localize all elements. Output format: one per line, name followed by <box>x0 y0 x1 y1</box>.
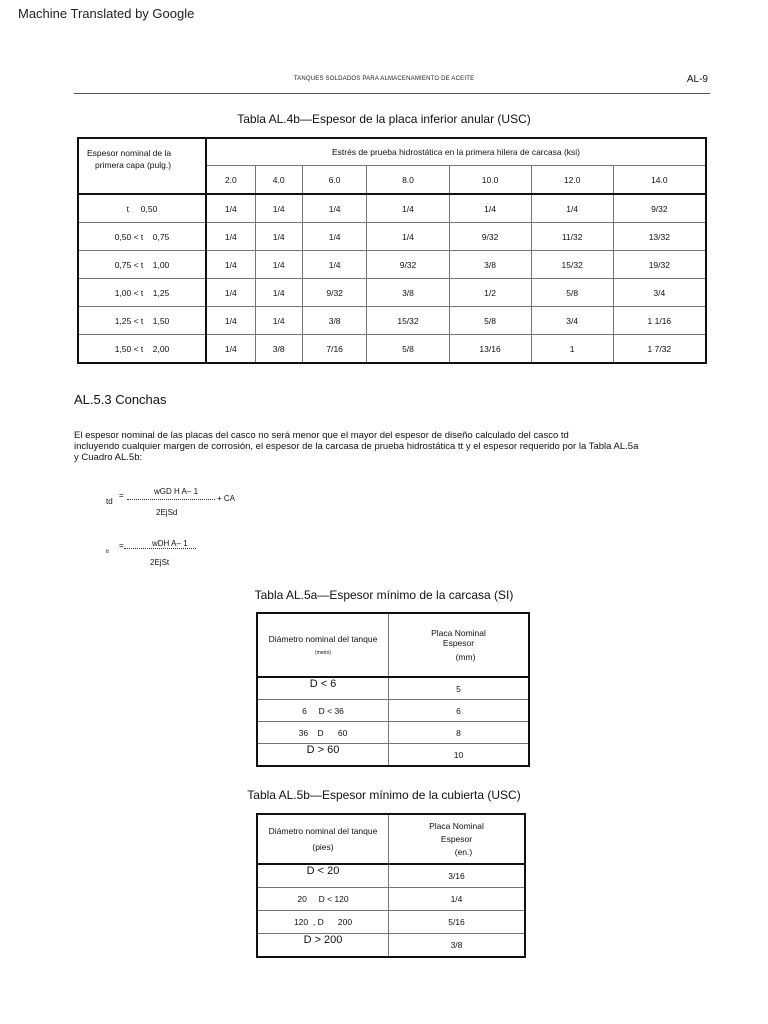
table-row <box>257 888 525 911</box>
thickness-cell: 5 <box>389 677 530 700</box>
formula-tt-equals: = <box>119 541 124 550</box>
thickness-cell: 10 <box>389 744 530 767</box>
table-row <box>257 744 529 767</box>
table-al4b-cell: 3/4 <box>531 307 613 335</box>
section-paragraph <box>74 430 714 463</box>
machine-translation-banner: Machine Translated by Google <box>18 6 195 21</box>
table-al4b-cell: 1/4 <box>255 307 302 335</box>
diameter-header-label: Diámetro nominal del tanque <box>268 634 378 644</box>
table-al5a-thickness-header <box>389 613 530 677</box>
diameter-cell: D > 200 <box>257 934 389 958</box>
diameter-cell: 120 , D 200 <box>257 911 389 934</box>
thickness-cell: 3/8 <box>389 934 526 958</box>
thickness-cell: 8 <box>389 722 530 744</box>
table-al4b-cell: 9/32 <box>613 194 706 223</box>
table-al4b-cell: 1 <box>531 335 613 364</box>
section-title: AL.5.3 Conchas <box>74 392 167 407</box>
table-al4b-cell: 5/8 <box>531 279 613 307</box>
page-number: AL-9 <box>686 74 708 85</box>
table-al4b-column-header: 8.0 <box>367 166 449 195</box>
table-al4b-cell: 3/8 <box>449 251 531 279</box>
thickness-cell: 3/16 <box>389 864 526 888</box>
formula-td-lhs: td <box>106 497 113 506</box>
table-al4b-corner-header <box>78 138 206 194</box>
table-al4b-cell: 1/2 <box>449 279 531 307</box>
diameter-header-label: Diámetro nominal del tanque <box>268 826 378 836</box>
table-al4b-column-header: 2.0 <box>206 166 255 195</box>
table-al4b-cell: 1/4 <box>255 251 302 279</box>
paragraph-line: incluyendo cualquier margen de corrosión, el espesor de la carcasa de prueba hidrostática tt y el espesor requerido por la Tabla AL.5a <box>74 441 639 452</box>
table-al4b-cell: 3/4 <box>613 279 706 307</box>
diameter-header-unit: (pies) <box>312 842 334 852</box>
table-al4b-column-header: 4.0 <box>255 166 302 195</box>
table-al4b-cell: 1/4 <box>206 307 255 335</box>
formula-td-numerator: wGD H A– 1 <box>154 487 199 496</box>
diameter-header-unit: (metro) <box>314 650 332 656</box>
table-al4b-cell: 1/4 <box>302 251 367 279</box>
thickness-cell: 6 <box>389 700 530 722</box>
table-row <box>78 307 706 335</box>
table-al5b <box>256 813 526 958</box>
table-al4b-column-header: 12.0 <box>531 166 613 195</box>
table-al4b-cell: 3/8 <box>255 335 302 364</box>
table-al5b-caption: Tabla AL.5b—Espesor mínimo de la cubierta (USC) <box>247 788 521 802</box>
table-al4b-cell: 1/4 <box>367 194 449 223</box>
table-al4b-cell: 1/4 <box>367 223 449 251</box>
thickness-header-line: Placa Nominal <box>429 821 484 831</box>
table-al4b-row-label: t 0,50 <box>78 194 206 223</box>
table-al4b-row-label: 1,00 < t 1,25 <box>78 279 206 307</box>
formula-tt-denominator: 2EjSt <box>150 558 170 567</box>
table-al4b-cell: 9/32 <box>302 279 367 307</box>
table-al4b-cell: 13/16 <box>449 335 531 364</box>
table-row <box>78 194 706 223</box>
table-al4b-cell: 13/32 <box>613 223 706 251</box>
formula-td-suffix: + CA <box>217 494 236 503</box>
table-al4b <box>77 137 707 364</box>
table-al4b-row-label: 1,50 < t 2,00 <box>78 335 206 364</box>
thickness-header-line: Placa Nominal <box>431 628 486 638</box>
table-al4b-cell: 5/8 <box>449 307 531 335</box>
table-row <box>257 722 529 744</box>
diameter-cell: D < 6 <box>257 677 389 700</box>
table-al4b-cell: 3/8 <box>367 279 449 307</box>
table-al4b-cell: 1/4 <box>206 223 255 251</box>
running-header-title: TANQUES SOLDADOS PARA ALMACENAMIENTO DE ACEITE <box>293 76 475 82</box>
table-al4b-column-header: 10.0 <box>449 166 531 195</box>
diameter-cell: 20 D < 120 <box>257 888 389 911</box>
table-al4b-column-header: 14.0 <box>613 166 706 195</box>
table-al5a-caption: Tabla AL.5a—Espesor mínimo de la carcasa (SI) <box>254 588 514 602</box>
formula-td-fraction-bar <box>127 499 215 500</box>
table-al5b-diameter-header <box>257 814 389 864</box>
diameter-cell: D > 60 <box>257 744 389 767</box>
table-al4b-cell: 1/4 <box>302 194 367 223</box>
table-al4b-cell: 3/8 <box>302 307 367 335</box>
corner-header-line-1: Espesor nominal de la <box>87 148 172 158</box>
table-al4b-cell: 1/4 <box>206 194 255 223</box>
table-al4b-cell: 1/4 <box>449 194 531 223</box>
formula-td-denominator: 2EjSd <box>156 508 178 517</box>
table-al4b-cell: 1/4 <box>302 223 367 251</box>
thickness-header-unit: (mm) <box>455 652 476 662</box>
thickness-header-unit: (en.) <box>454 847 473 857</box>
table-al4b-row-label: 0,50 < t 0,75 <box>78 223 206 251</box>
table-al4b-cell: 1/4 <box>206 279 255 307</box>
formula-tt-lhs: tt <box>106 549 109 555</box>
table-al4b-caption: Tabla AL.4b—Espesor de la placa inferior anular (USC) <box>237 112 531 126</box>
table-row <box>78 251 706 279</box>
thickness-cell: 1/4 <box>389 888 526 911</box>
table-al4b-cell: 5/8 <box>367 335 449 364</box>
table-al5a <box>256 612 530 767</box>
header-rule <box>74 93 710 94</box>
thickness-header-line: Espesor <box>442 638 475 648</box>
table-al4b-cell: 1/4 <box>206 251 255 279</box>
table-al5a-diameter-header <box>257 613 389 677</box>
table-al4b-row-label: 1,25 < t 1,50 <box>78 307 206 335</box>
diameter-cell: 6 D < 36 <box>257 700 389 722</box>
thickness-cell: 5/16 <box>389 911 526 934</box>
table-row <box>257 677 529 700</box>
diameter-cell: D < 20 <box>257 864 389 888</box>
table-al4b-cell: 19/32 <box>613 251 706 279</box>
table-al4b-column-header: 6.0 <box>302 166 367 195</box>
table-row <box>78 279 706 307</box>
table-row <box>78 223 706 251</box>
table-al4b-cell: 1/4 <box>531 194 613 223</box>
formula-tt-numerator: wDH A– 1 <box>152 539 188 548</box>
thickness-header-line: Espesor <box>440 834 473 844</box>
table-al4b-cell: 15/32 <box>367 307 449 335</box>
paragraph-line: y Cuadro AL.5b: <box>74 452 143 463</box>
table-row <box>257 700 529 722</box>
table-row <box>257 911 525 934</box>
table-al4b-cell: 1/4 <box>255 279 302 307</box>
table-al4b-cell: 1/4 <box>255 223 302 251</box>
table-al4b-row-label: 0,75 < t 1,00 <box>78 251 206 279</box>
table-al4b-cell: 15/32 <box>531 251 613 279</box>
table-al4b-cell: 1 1/16 <box>613 307 706 335</box>
corner-header-line-2: primera capa (pulg.) <box>95 160 172 170</box>
formula-td-equals: = <box>119 491 124 500</box>
table-al4b-cell: 11/32 <box>531 223 613 251</box>
paragraph-line: El espesor nominal de las placas del casco no será menor que el mayor del espesor de diseño calculado del casco td <box>74 430 569 441</box>
diameter-cell: 36 D 60 <box>257 722 389 744</box>
table-al4b-cell: 9/32 <box>449 223 531 251</box>
table-row <box>78 335 706 364</box>
formula-tt-fraction-bar <box>124 548 196 549</box>
table-al4b-cell: 1 7/32 <box>613 335 706 364</box>
table-al4b-cell: 9/32 <box>367 251 449 279</box>
table-row <box>257 934 525 958</box>
table-al4b-cell: 7/16 <box>302 335 367 364</box>
table-al4b-cell: 1/4 <box>206 335 255 364</box>
table-al4b-main-header: Estrés de prueba hidrostática en la primera hilera de carcasa (ksi) <box>206 138 706 166</box>
table-row <box>257 864 525 888</box>
table-al5b-thickness-header <box>389 814 526 864</box>
table-al4b-cell: 1/4 <box>255 194 302 223</box>
